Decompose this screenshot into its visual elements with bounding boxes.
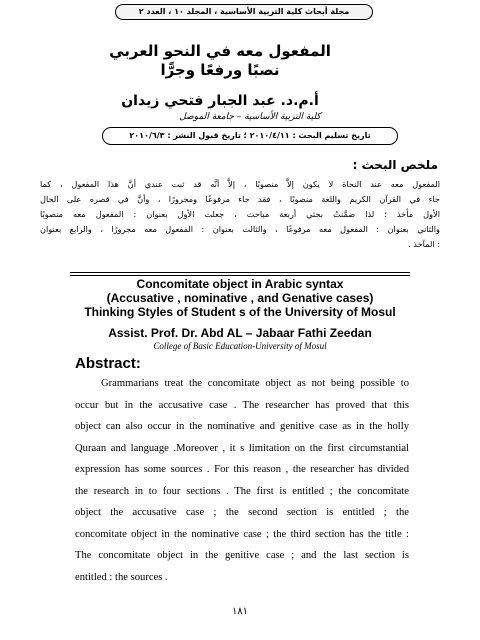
arabic-abstract-line: : المآخذ . <box>408 239 440 249</box>
arabic-abstract-line: المفعول معه عند النحاة لا يكون إلاَّ منصوبًا ، إلاَّ أنَّه قد ثبت عندي أنَّ هذا المفعول ، كما <box>40 179 440 189</box>
page-number: ١٨١ <box>231 606 249 617</box>
english-abstract-line: Grammarians treat the concomitate object as not being possible to <box>101 378 409 389</box>
english-abstract-line: occur but in the accusative case . The researcher has proved that this <box>75 399 409 411</box>
english-abstract-line: object the accusative case ; the second section is entitled ; the <box>75 507 409 518</box>
english-affiliation: College of Basic Education-University of Mosul <box>153 341 327 351</box>
arabic-author: أ.م.د. عبد الجبار فتحي زيدان <box>121 93 319 109</box>
section-divider-top <box>70 272 410 273</box>
arabic-title-line-1: المفعول معه في النحو العربي <box>109 42 331 60</box>
english-title-line-3: Thinking Styles of Student s of the University of Mosul <box>84 305 396 319</box>
english-abstract-line: concomitate object in the nominative case ; the third section has the title : <box>75 528 409 540</box>
english-abstract-body <box>75 373 409 588</box>
english-abstract-heading: Abstract: <box>75 355 141 372</box>
arabic-abstract-line: الأول مأخذ ؛ لذا ضمَّنتُ بحثي أربعة مباحث ، جعلت الأول بعنوان : المفعول معه منصوبًا <box>40 209 440 219</box>
arabic-affiliation: كلية التربية الأساسية – جامعة الموصل <box>179 112 321 122</box>
arabic-abstract-line: والثاني بعنوان : المفعول معه مرفوعًا ، والثالث بعنوان : المفعول معه مجرورًا ، والرابع بعنوان <box>40 224 440 234</box>
english-abstract-line: Quraan and language .Moreover , it s limitation on the first circumstantial <box>75 442 409 454</box>
section-divider-bottom <box>70 275 410 276</box>
english-abstract-line: expression has some sources . For this reason , the researcher has divided <box>75 464 409 475</box>
english-abstract-line: The concomitate object in the genitive case ; and the last section is <box>75 550 409 561</box>
english-abstract-line: entitled : the sources . <box>75 571 168 583</box>
arabic-abstract-line: جاء في القرآن الكريم واللغة منصوبًا ، فقد جاء مرفوعًا ومجرورًا ، وأنَّ في قصره على الحال <box>40 194 440 204</box>
english-title-line-2: (Accusative , nominative , and Genative cases) <box>106 291 374 305</box>
english-title-line-1: Concomitate object in Arabic syntax <box>136 277 344 291</box>
submission-dates-box: تاريخ تسليم البحث : ٢٠١٠/٤/١١ ؛ تاريخ قبول النشر : ٢٠١٠/٦/٣ <box>102 127 398 145</box>
arabic-abstract-body <box>40 177 440 252</box>
english-author: Assist. Prof. Dr. Abd AL – Jabaar Fathi Zeedan <box>108 326 372 340</box>
english-abstract-line: object can also occur in the nominative and genitive case as in the holly <box>75 421 409 432</box>
journal-header-banner: مجلة أبحاث كلية التربية الأساسية ، المجلد ١٠ ، العدد ٢ <box>115 4 373 20</box>
english-abstract-line: the research in to four sections . The first is entitled ; the concomitate <box>75 485 409 497</box>
arabic-abstract-heading: ملخص البحث : <box>352 158 438 172</box>
arabic-title-line-2: نصبًا ورفعًا وجرًّا <box>160 61 280 79</box>
